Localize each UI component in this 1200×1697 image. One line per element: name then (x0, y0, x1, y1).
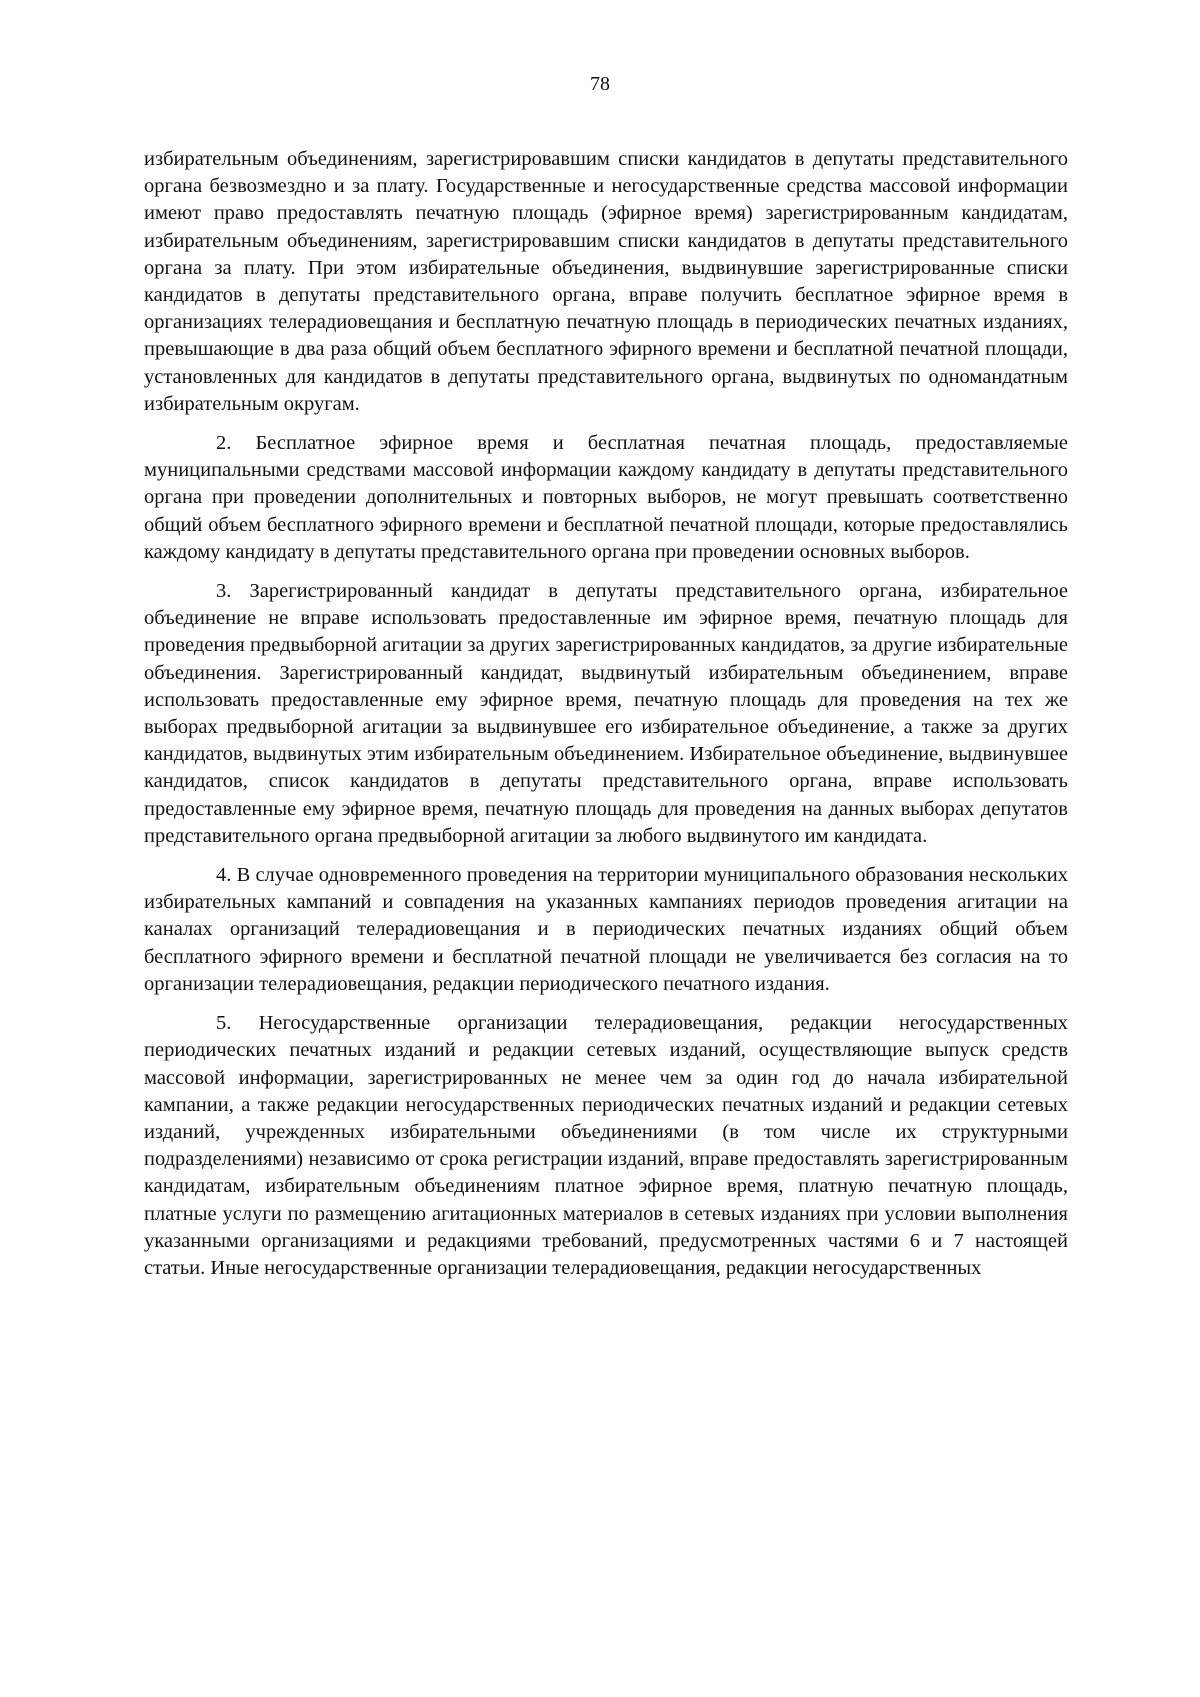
paragraph-3: 3. Зарегистрированный кандидат в депутаты представительного органа, избирательное объединение не вправе использовать предоставленные им эфирное время, печатную площадь для проведения предвыборной агитации за других зарегистрированных кандидатов, за другие избирательные объединения. Зарегистрированный кандидат, выдвинутый избирательным объединением, вправе использовать предоставленные ему эфирное время, печатную площадь для проведения на тех же выборах предвыборной агитации за выдвинувшее его избирательное объединение, а также за других кандидатов, выдвинутых этим избирательным объединением. Избирательное объединение, выдвинувшее кандидатов, список кандидатов в депутаты представительного органа, вправе использовать предоставленные ему эфирное время, печатную площадь для проведения на данных выборах депутатов представительного органа предвыборной агитации за любого выдвинутого им кандидата. (144, 580, 1068, 847)
paragraph-continuation: избирательным объединениям, зарегистрировавшим списки кандидатов в депутаты представительного органа безвозмездно и за плату. Государственные и негосударственные средства массовой информации имеют право предоставлять печатную площадь (эфирное время) зарегистрированным кандидатам, избирательным объединениям, зарегистрировавшим списки кандидатов в депутаты представительного органа за плату. При этом избирательные объединения, выдвинувшие зарегистрированные списки кандидатов в депутаты представительного органа, вправе получить бесплатное эфирное время в организациях телерадиовещания и бесплатную печатную площадь в периодических печатных изданиях, превышающие в два раза общий объем бесплатного эфирного времени и бесплатной печатной площади, установленных для кандидатов в депутаты представительного органа, выдвинутых по одномандатным избирательным округам. (144, 148, 1068, 415)
document-body (144, 146, 1068, 1294)
paragraph-4: 4. В случае одновременного проведения на территории муниципального образования нескольких избирательных кампаний и совпадения на указанных кампаниях периодов проведения агитации на каналах организаций телерадиовещания и в периодических печатных изданиях общий объем бесплатного эфирного времени и бесплатной печатной площади не увеличивается без согласия на то организации телерадиовещания, редакции периодического печатного издания. (144, 864, 1068, 995)
paragraph-5: 5. Негосударственные организации телерадиовещания, редакции негосударственных периодических печатных изданий и редакции сетевых изданий, осуществляющие выпуск средств массовой информации, зарегистрированных не менее чем за один год до начала избирательной кампании, а также редакции негосударственных периодических печатных изданий и редакции сетевых изданий, учрежденных избирательными объединениями (в том числе их структурными подразделениями) независимо от срока регистрации изданий, вправе предоставлять зарегистрированным кандидатам, избирательным объединениям платное эфирное время, платную печатную площадь, платные услуги по размещению агитационных материалов в сетевых изданиях при условии выполнения указанными организациями и редакциями требований, предусмотренных частями 6 и 7 настоящей статьи. Иные негосударственные организации телерадиовещания, редакции негосударственных (144, 1012, 1068, 1279)
paragraph-2: 2. Бесплатное эфирное время и бесплатная печатная площадь, предоставляемые муниципальными средствами массовой информации каждому кандидату в депутаты представительного органа при проведении дополнительных и повторных выборов, не могут превышать соответственно общий объем бесплатного эфирного времени и бесплатной печатной площади, которые предоставлялись каждому кандидату в депутаты представительного органа при проведении основных выборов. (144, 432, 1068, 563)
page-number: 78 (590, 73, 610, 95)
